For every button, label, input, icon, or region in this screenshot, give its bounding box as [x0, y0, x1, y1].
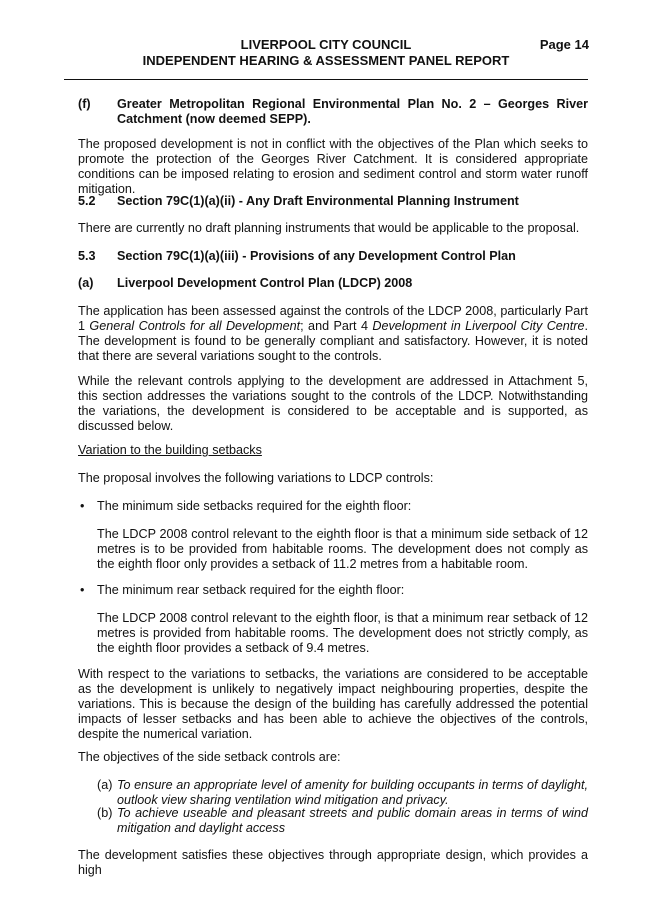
- bullet-2-text: The LDCP 2008 control relevant to the eighth floor, is that a minimum rear setback of 12 metres is provided from habitable rooms. The development does not strictly comply, as the eighth floor provides a setback of 9.4 metres.: [97, 611, 588, 655]
- header-council-name: LIVERPOOL CITY COUNCIL: [240, 37, 412, 52]
- objectives-intro: The objectives of the side setback controls are:: [78, 750, 341, 764]
- bullet-2-title: The minimum rear setback required for the eighth floor:: [97, 583, 405, 597]
- section-5-2-body: There are currently no draft planning instruments that would be applicable to the proposal.: [78, 221, 580, 235]
- part-4-title: Development in Liverpool City Centre: [372, 319, 585, 333]
- objective-a-marker: (a): [97, 778, 113, 792]
- section-a-heading: Liverpool Development Control Plan (LDCP) 2008: [117, 276, 413, 290]
- section-5-2-marker: 5.2: [78, 194, 96, 208]
- part-1-title: General Controls for all Development: [89, 319, 301, 333]
- ldcp-paragraph-1: The application has been assessed against the controls of the LDCP 2008, particularly Part 1 General Controls for all Development; and Part 4 Development in Liverpool City Centre. The development is found to be generally compliant and satisfactory. However, it is noted that there are several variations sought to the controls.: [78, 304, 588, 363]
- section-f-body: The proposed development is not in conflict with the objectives of the Plan which seeks to promote the protection of the Georges River Catchment. It is considered appropriate conditions can be imposed relating to erosion and sediment control and storm water runoff mitigation.: [78, 137, 588, 196]
- bullet-1-text: The LDCP 2008 control relevant to the eighth floor is that a minimum side setback of 12 metres is to be provided from habitable rooms. The development does not comply as the eighth floor only provides a setback of 11.2 metres from a habitable room.: [97, 527, 588, 571]
- objective-a-text: To ensure an appropriate level of amenity for building occupants in terms of daylight, outlook view sharing ventilation wind mitigation and privacy.: [117, 778, 588, 807]
- section-5-3-heading: Section 79C(1)(a)(iii) - Provisions of any Development Control Plan: [117, 249, 516, 263]
- header-divider: [64, 79, 588, 80]
- objective-b-text: To achieve useable and pleasant streets and public domain areas in terms of wind mitigation and daylight access: [117, 806, 588, 835]
- variation-heading: Variation to the building setbacks: [78, 443, 262, 457]
- section-5-2-heading: Section 79C(1)(a)(ii) - Any Draft Environmental Planning Instrument: [117, 194, 519, 208]
- bullet-1-marker: •: [80, 499, 85, 513]
- ldcp-paragraph-2: While the relevant controls applying to the development are addressed in Attachment 5, this section addresses the variations sought to the controls of the LDCP. Notwithstanding the variations, the development is considered to be acceptable and is supported, as discussed below.: [78, 374, 588, 433]
- objective-b-marker: (b): [97, 806, 113, 820]
- section-f-heading: Greater Metropolitan Regional Environmental Plan No. 2 – Georges River Catchment (now deemed SEPP).: [117, 97, 588, 126]
- variation-intro: The proposal involves the following variations to LDCP controls:: [78, 471, 434, 485]
- bullet-1-title: The minimum side setbacks required for the eighth floor:: [97, 499, 412, 513]
- page-number: Page 14: [539, 37, 589, 52]
- section-f-marker: (f): [78, 97, 91, 111]
- bullet-2-marker: •: [80, 583, 85, 597]
- header-report-title: INDEPENDENT HEARING & ASSESSMENT PANEL REPORT: [142, 53, 510, 68]
- variation-respect-paragraph: With respect to the variations to setbacks, the variations are considered to be acceptable as the development is unlikely to negatively impact neighbouring properties, despite the variations. This is because the design of the building has carefully addressed the potential impacts of lesser setbacks and has been able to achieve the objectives of the controls, despite the numerical variation.: [78, 667, 588, 741]
- section-5-3-marker: 5.3: [78, 249, 96, 263]
- closing-paragraph: The development satisfies these objectives through appropriate design, which provides a high: [78, 848, 588, 877]
- section-a-marker: (a): [78, 276, 94, 290]
